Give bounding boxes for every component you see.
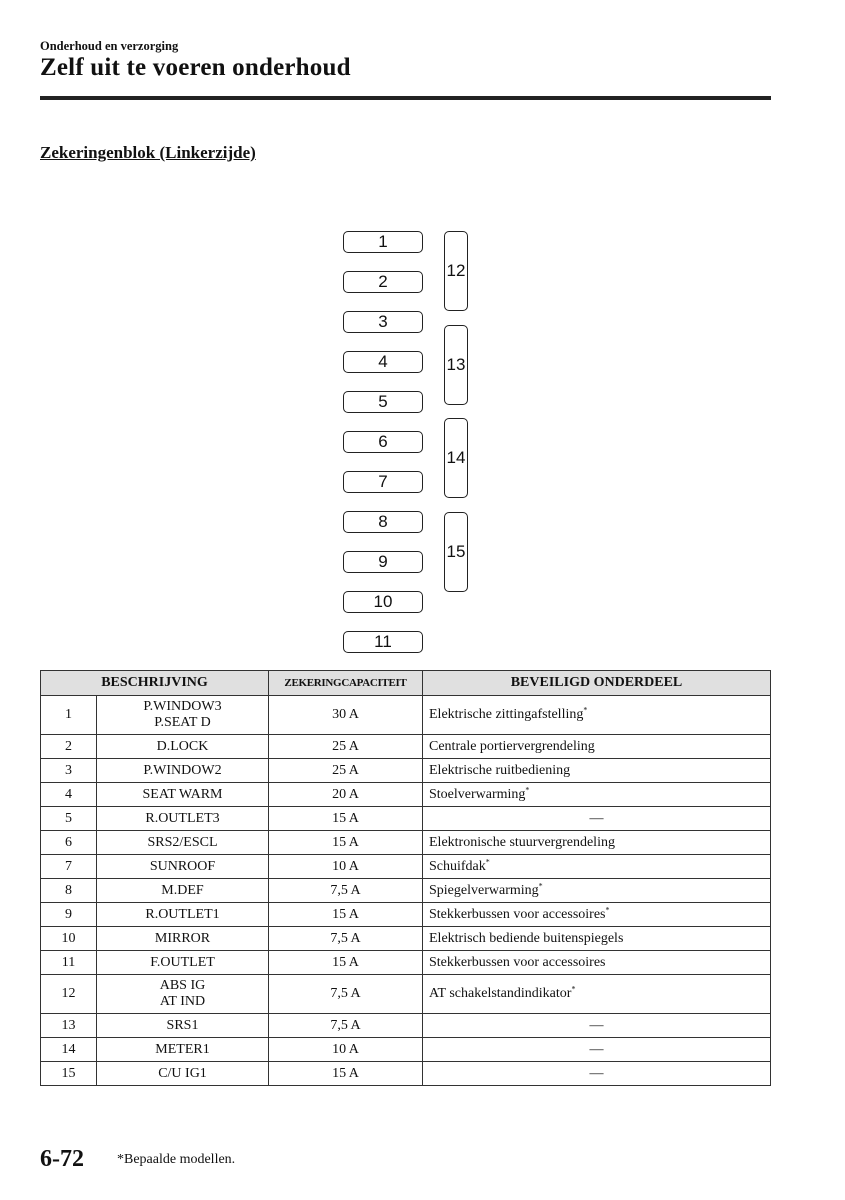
protected-component: [423, 759, 771, 783]
protected-component-text: Spiegelverwarming: [429, 882, 539, 898]
fuse-description: [97, 807, 269, 831]
fuse-description-line: MIRROR: [154, 930, 211, 946]
table-row: [41, 1062, 771, 1086]
protected-component: [423, 879, 771, 903]
fuse-description: [97, 783, 269, 807]
fuse-capacity: 15 A: [269, 1062, 423, 1086]
protected-component-text: Stekkerbussen voor accessoires: [429, 954, 606, 970]
protected-component-text: Stoelverwarming: [429, 786, 526, 802]
table-row: [41, 855, 771, 879]
fuse-slot-14: 14: [444, 418, 468, 498]
fuse-description-line: AT IND: [159, 994, 206, 1009]
table-row: [41, 735, 771, 759]
protected-component: [423, 855, 771, 879]
table-row: [41, 903, 771, 927]
fuse-number: 11: [41, 951, 97, 975]
fuse-slot-7: 7: [343, 471, 423, 493]
section-label: Onderhoud en verzorging: [40, 39, 179, 53]
fuse-description: [97, 879, 269, 903]
fuse-capacity: 7,5 A: [269, 975, 423, 1014]
protected-component-text: Elektrische ruitbediening: [429, 762, 571, 778]
protected-component-text: Elektrisch bediende buitenspiegels: [429, 930, 624, 946]
protected-component-text: —: [589, 1041, 604, 1057]
footnote-marker: *: [485, 856, 490, 866]
fuse-number: 13: [41, 1014, 97, 1038]
fuse-description: [97, 831, 269, 855]
fuse-description: [97, 1038, 269, 1062]
fuse-number: 14: [41, 1038, 97, 1062]
protected-component-text: Centrale portiervergrendeling: [429, 738, 595, 754]
table-row: [41, 696, 771, 735]
fuse-number: 12: [41, 975, 97, 1014]
fuse-slot-8: 8: [343, 511, 423, 533]
fuse-slot-11: 11: [343, 631, 423, 653]
fuse-description-line: R.OUTLET3: [145, 810, 220, 826]
table-row: [41, 783, 771, 807]
fuse-description: [97, 759, 269, 783]
fuse-capacity: 10 A: [269, 1038, 423, 1062]
protected-component: [423, 903, 771, 927]
fuse-description: [97, 735, 269, 759]
table-row: [41, 927, 771, 951]
fuse-slot-5: 5: [343, 391, 423, 413]
fuse-capacity: 15 A: [269, 831, 423, 855]
fuse-description: [97, 975, 269, 1014]
column-header-description: BESCHRIJVING: [41, 671, 269, 696]
protected-component-text: Schuifdak: [429, 858, 486, 874]
fuse-number: 1: [41, 696, 97, 735]
table-row: [41, 831, 771, 855]
fuse-description: [97, 855, 269, 879]
fuse-description: [97, 1014, 269, 1038]
protected-component: [423, 1014, 771, 1038]
table-row: [41, 759, 771, 783]
protected-component: [423, 735, 771, 759]
protected-component-text: —: [589, 1065, 604, 1081]
fuse-description-line: M.DEF: [161, 882, 204, 898]
footnote-marker: *: [538, 880, 543, 890]
fuse-capacity: 7,5 A: [269, 927, 423, 951]
fuse-description: [97, 927, 269, 951]
fuse-number: 8: [41, 879, 97, 903]
table-row: [41, 975, 771, 1014]
fuse-table: [40, 670, 771, 1086]
fuse-description-line: R.OUTLET1: [145, 906, 220, 922]
fuse-description: [97, 951, 269, 975]
protected-component: [423, 927, 771, 951]
footnote-marker: *: [583, 705, 588, 715]
fuse-slot-1: 1: [343, 231, 423, 253]
table-header-row: [41, 671, 771, 696]
fuse-slot-4: 4: [343, 351, 423, 373]
protected-component: [423, 1038, 771, 1062]
fuse-slot-13: 13: [444, 325, 468, 405]
fuse-capacity: 25 A: [269, 759, 423, 783]
fuse-description-line: C/U IG1: [158, 1065, 207, 1081]
protected-component: [423, 951, 771, 975]
page-title: Zelf uit te voeren onderhoud: [40, 54, 351, 81]
fuse-description-line: ABS IG: [159, 978, 206, 993]
fuse-capacity: 20 A: [269, 783, 423, 807]
fuse-number: 4: [41, 783, 97, 807]
protected-component: [423, 831, 771, 855]
fuse-capacity: 7,5 A: [269, 1014, 423, 1038]
protected-component: [423, 783, 771, 807]
fuse-capacity: 15 A: [269, 903, 423, 927]
fuse-number: 6: [41, 831, 97, 855]
protected-component-text: Elektrische zittingafstelling: [429, 707, 584, 722]
fuse-description: [97, 696, 269, 735]
fuse-description-line: SUNROOF: [149, 858, 216, 874]
column-header-capacity: ZEKERINGCAPACITEIT: [269, 671, 423, 696]
fuse-description-line: SRS2/ESCL: [147, 834, 218, 850]
footnote: *Bepaalde modellen.: [117, 1152, 236, 1167]
footnote-marker: *: [605, 904, 610, 914]
footnote-marker: *: [525, 784, 530, 794]
section-subtitle: Zekeringenblok (Linkerzijde): [40, 143, 256, 162]
table-row: [41, 879, 771, 903]
page-number: 6-72: [40, 1146, 84, 1172]
protected-component-text: —: [589, 810, 604, 826]
fuse-description-line: SEAT WARM: [142, 786, 223, 802]
fuse-description-line: P.WINDOW3: [143, 699, 222, 714]
fuse-number: 7: [41, 855, 97, 879]
table-row: [41, 951, 771, 975]
fuse-slot-3: 3: [343, 311, 423, 333]
fuse-capacity: 7,5 A: [269, 879, 423, 903]
footnote-marker: *: [571, 984, 576, 994]
fuse-number: 5: [41, 807, 97, 831]
protected-component-text: —: [589, 1017, 604, 1033]
fuse-number: 9: [41, 903, 97, 927]
fuse-number: 3: [41, 759, 97, 783]
fuse-capacity: 10 A: [269, 855, 423, 879]
protected-component-text: Elektronische stuurvergrendeling: [429, 834, 615, 850]
fuse-slot-9: 9: [343, 551, 423, 573]
fuse-slot-6: 6: [343, 431, 423, 453]
fuse-description-line: P.SEAT D: [154, 715, 211, 730]
fuse-description-line: F.OUTLET: [150, 954, 215, 970]
fuse-description-line: METER1: [155, 1041, 210, 1057]
fuse-description-line: D.LOCK: [156, 738, 209, 754]
fuse-slot-10: 10: [343, 591, 423, 613]
fuse-capacity: 15 A: [269, 951, 423, 975]
fuse-number: 2: [41, 735, 97, 759]
column-header-component: BEVEILIGD ONDERDEEL: [423, 671, 771, 696]
fuse-slot-15: 15: [444, 512, 468, 592]
fuse-capacity: 30 A: [269, 696, 423, 735]
fuse-number: 10: [41, 927, 97, 951]
protected-component: [423, 807, 771, 831]
fuse-slot-2: 2: [343, 271, 423, 293]
table-row: [41, 1038, 771, 1062]
fuse-description: [97, 903, 269, 927]
fuse-capacity: 15 A: [269, 807, 423, 831]
fuse-description: [97, 1062, 269, 1086]
fuse-description-line: SRS1: [166, 1017, 199, 1033]
fuse-slot-12: 12: [444, 231, 468, 311]
fuse-number: 15: [41, 1062, 97, 1086]
protected-component-text: Stekkerbussen voor accessoires: [429, 906, 606, 922]
protected-component: [423, 1062, 771, 1086]
protected-component-text: AT schakelstandindikator: [429, 986, 572, 1001]
fuse-capacity: 25 A: [269, 735, 423, 759]
fuse-description-line: P.WINDOW2: [143, 762, 222, 778]
table-row: [41, 1014, 771, 1038]
protected-component: [423, 975, 771, 1014]
table-row: [41, 807, 771, 831]
protected-component: [423, 696, 771, 735]
